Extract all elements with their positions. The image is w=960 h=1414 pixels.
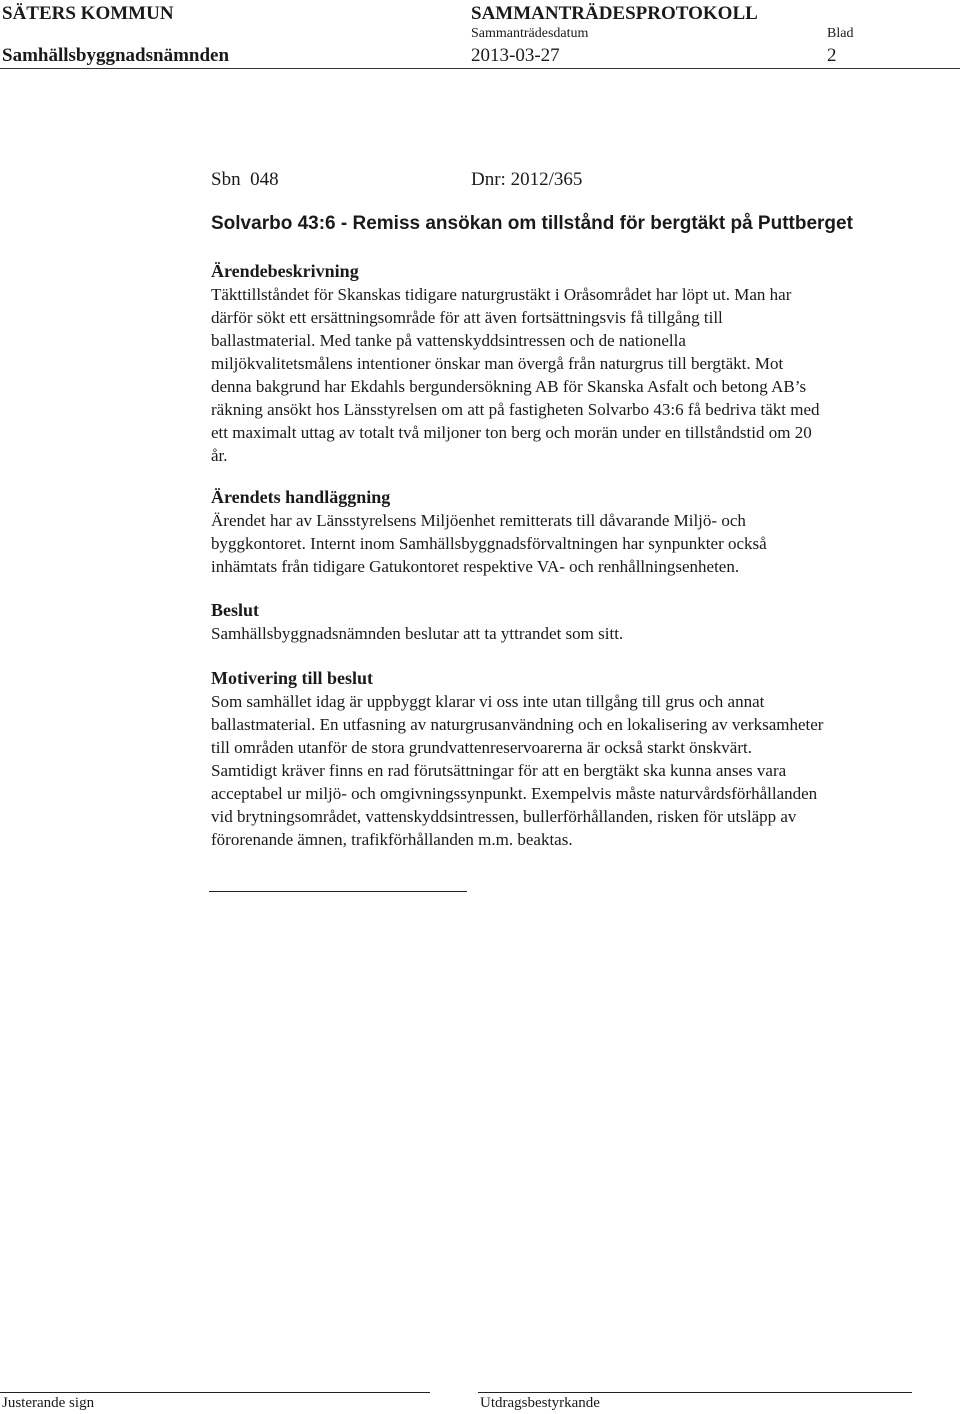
description-line: Täkttillståndet för Skanskas tidigare naturgrustäkt i Oråsområdet har löpt ut. Man har: [211, 285, 792, 304]
signature-line: [209, 891, 467, 892]
header-rule: [0, 68, 960, 69]
handling-line: Ärendet har av Länsstyrelsens Miljöenhet remitterats till dåvarande Miljö- och: [211, 511, 746, 530]
doc-type: SAMMANTRÄDESPROTOKOLL: [471, 3, 758, 24]
date-label: Sammanträdesdatum: [471, 26, 589, 41]
motivation-line: Samtidigt kräver finns en rad förutsättningar för att en bergtäkt ska kunna anses vara: [211, 761, 787, 780]
motivation-section: [211, 667, 911, 851]
handling-heading: Ärendets handläggning: [211, 487, 391, 507]
description-line: därför sökt ett ersättningsområde för att även fortsättningsvis få tillgång till: [211, 308, 723, 327]
paragraph-number: Sbn 048: [211, 169, 279, 190]
adjuster-sign-label: Justerande sign: [2, 1395, 95, 1411]
motivation-line: Som samhället idag är uppbyggt klarar vi oss inte utan tillgång till grus och annat: [211, 692, 765, 711]
decision-line: Samhällsbyggnadsnämnden beslutar att ta yttrandet som sitt.: [211, 624, 624, 643]
description-section: [211, 260, 911, 467]
committee-name: Samhällsbyggnadsnämnden: [2, 45, 230, 66]
description-line: denna bakgrund har Ekdahls bergundersökning AB för Skanska Asfalt och betong AB’s: [211, 377, 807, 396]
motivation-line: acceptabel ur miljö- och omgivningssynpunkt. Exempelvis måste naturvårdsförhållanden: [211, 784, 818, 803]
org-name: SÄTERS KOMMUN: [2, 3, 174, 24]
handling-text: [211, 509, 911, 578]
handling-section: [211, 486, 911, 578]
description-text: [211, 283, 911, 467]
page-label: Blad: [827, 26, 854, 41]
motivation-line: vid brytningsområdet, vattenskyddsintressen, bullerförhållanden, risken för utsläpp av: [211, 807, 797, 826]
description-heading: Ärendebeskrivning: [211, 261, 359, 281]
decision-text: [211, 622, 911, 645]
case-title: Solvarbo 43:6 - Remiss ansökan om tillstånd för bergtäkt på Puttberget: [211, 213, 853, 234]
meeting-date: 2013-03-27: [471, 45, 560, 66]
description-line: år.: [211, 446, 228, 465]
motivation-text: [211, 690, 911, 851]
motivation-line: förorenande ämnen, trafikförhållanden m.m. beaktas.: [211, 830, 573, 849]
handling-line: inhämtats från tidigare Gatukontoret respektive VA- och renhållningsenheten.: [211, 557, 740, 576]
footer-rule-left: [0, 1392, 430, 1393]
page-number: 2: [827, 45, 837, 66]
case-number: Dnr: 2012/365: [471, 169, 583, 190]
description-line: ballastmaterial. Med tanke på vattenskyddsintressen och de nationella: [211, 331, 686, 350]
footer-rule-right: [478, 1392, 912, 1393]
decision-heading: Beslut: [211, 600, 260, 620]
description-line: ett maximalt uttag av totalt två miljoner ton berg och morän under en tillståndstid om 20: [211, 423, 812, 442]
description-line: miljökvalitetsmålens intentioner önskar man övergå från naturgrus till bergtäkt. Mot: [211, 354, 784, 373]
description-line: räkning ansökt hos Länsstyrelsen om att på fastigheten Solvarbo 43:6 få bedriva täkt med: [211, 400, 820, 419]
decision-section: [211, 599, 911, 645]
motivation-heading: Motivering till beslut: [211, 668, 373, 688]
handling-line: byggkontoret. Internt inom Samhällsbyggnadsförvaltningen har synpunkter också: [211, 534, 767, 553]
motivation-line: ballastmaterial. En utfasning av naturgrusanvändning och en lokalisering av verksamheter: [211, 715, 824, 734]
motivation-line: till områden utanför de stora grundvattenreservoarerna är också starkt önskvärt.: [211, 738, 752, 757]
extract-certifier-label: Utdragsbestyrkande: [480, 1395, 600, 1411]
